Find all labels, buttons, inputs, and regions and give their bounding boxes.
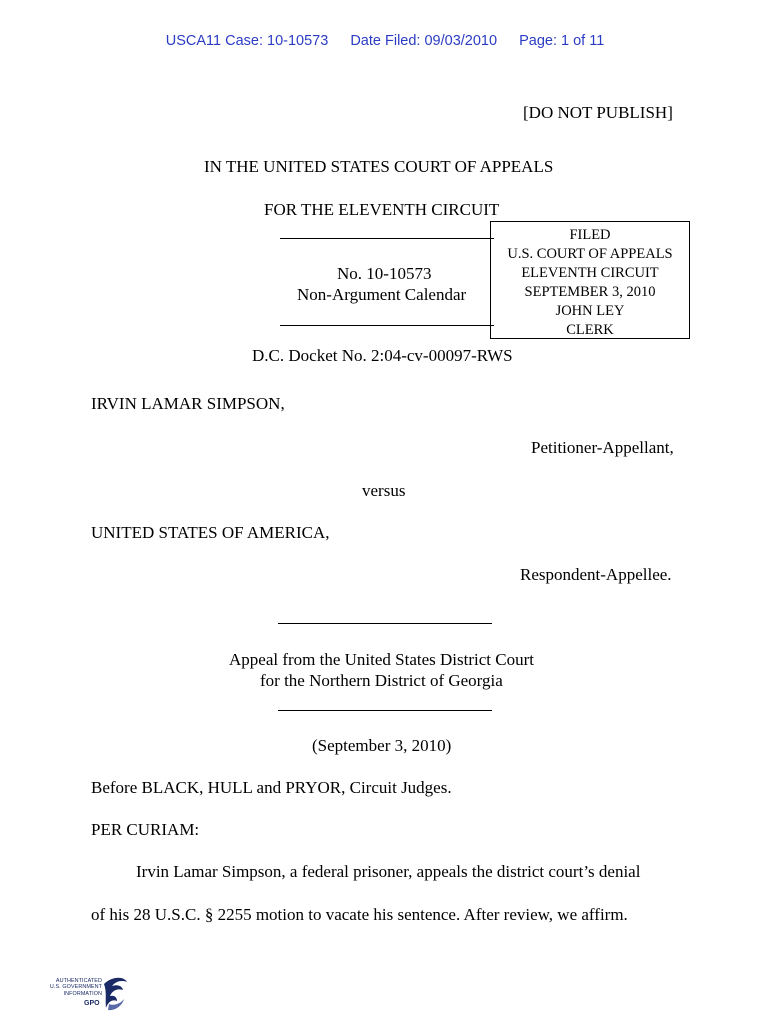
opinion-body-line2: of his 28 U.S.C. § 2255 motion to vacate his sentence. After review, we affirm. xyxy=(91,905,628,924)
gpo-logo-line1: AUTHENTICATED xyxy=(55,978,102,984)
appeal-top-rule xyxy=(278,623,492,624)
case-block-top-rule xyxy=(280,238,494,239)
header-page: Page: 1 of 11 xyxy=(519,33,605,49)
panel-judges: Before BLACK, HULL and PRYOR, Circuit Judges. xyxy=(91,778,452,797)
respondent-name: UNITED STATES OF AMERICA, xyxy=(91,523,330,542)
opinion-body-line1: Irvin Lamar Simpson, a federal prisoner, appeals the district court’s denial xyxy=(136,862,641,881)
respondent-role: Respondent-Appellee. xyxy=(520,565,672,584)
filed-stamp-line2: U.S. COURT OF APPEALS xyxy=(507,246,673,262)
circuit-name: FOR THE ELEVENTH CIRCUIT xyxy=(264,200,500,219)
gpo-logo-line2: U.S. GOVERNMENT xyxy=(49,984,102,991)
case-number: No. 10-10573 xyxy=(337,264,432,283)
gpo-logo-line3: INFORMATION xyxy=(63,990,102,997)
filed-stamp xyxy=(490,221,690,339)
court-name: IN THE UNITED STATES COURT OF APPEALS xyxy=(204,157,554,176)
gpo-authentication-logo xyxy=(44,972,134,1016)
filed-stamp-line4: SEPTEMBER 3, 2010 xyxy=(524,284,656,300)
decision-date: (September 3, 2010) xyxy=(312,736,452,755)
case-block-bottom-rule xyxy=(280,325,494,326)
gpo-logo-name: GPO xyxy=(84,1000,100,1007)
docket-number: D.C. Docket No. 2:04-cv-00097-RWS xyxy=(252,346,513,365)
eagle-icon xyxy=(100,974,130,1014)
publish-note: [DO NOT PUBLISH] xyxy=(523,103,673,122)
page-header xyxy=(0,33,770,49)
petitioner-name: IRVIN LAMAR SIMPSON, xyxy=(91,394,285,413)
per-curiam: PER CURIAM: xyxy=(91,820,200,839)
header-case: USCA11 Case: 10-10573 xyxy=(165,33,329,49)
filed-stamp-line6: CLERK xyxy=(566,322,614,338)
gpo-logo-text xyxy=(50,978,102,997)
petitioner-role: Petitioner-Appellant, xyxy=(531,438,674,457)
filed-stamp-line3: ELEVENTH CIRCUIT xyxy=(521,265,659,281)
header-date-filed: Date Filed: 09/03/2010 xyxy=(350,33,498,49)
filed-stamp-line1: FILED xyxy=(569,227,611,243)
appeal-line1: Appeal from the United States District Court xyxy=(229,650,534,669)
filed-stamp-line5: JOHN LEY xyxy=(555,303,625,319)
versus-text: versus xyxy=(362,481,406,500)
case-calendar: Non-Argument Calendar xyxy=(297,285,467,304)
appeal-bottom-rule xyxy=(278,710,492,711)
appeal-line2: for the Northern District of Georgia xyxy=(260,671,503,690)
